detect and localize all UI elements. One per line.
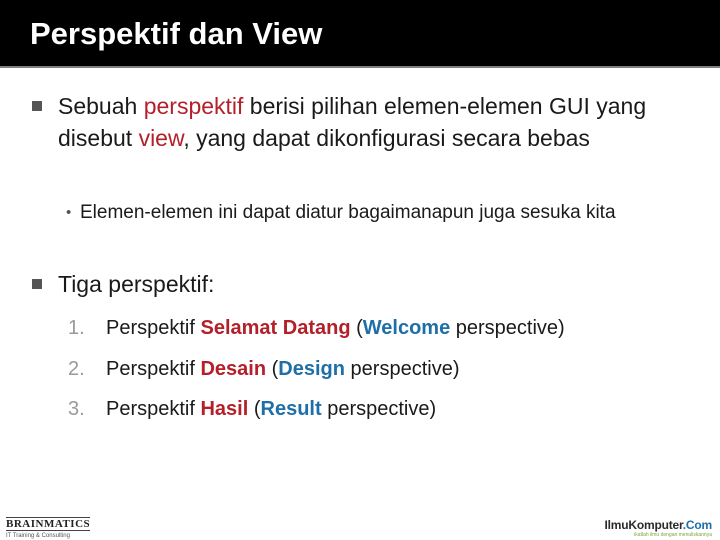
bullet-text <box>58 90 698 154</box>
brainmatics-logo <box>6 514 91 539</box>
item-number: 2. <box>68 358 85 380</box>
ilmukomputer-logo-tagline: ikatlah ilmu dengan menuliskannya <box>634 532 712 538</box>
ilmukomputer-logo-domain: .Com <box>682 518 712 532</box>
brainmatics-logo-tagline: IT Training & Consulting <box>6 533 70 539</box>
term-blue: Result <box>260 398 322 420</box>
square-bullet-icon <box>32 101 42 111</box>
title-bar <box>0 0 720 66</box>
item-number: 1. <box>68 317 85 339</box>
term-view: view <box>138 125 184 151</box>
text-run: perspective) <box>321 398 437 420</box>
text-run: ( <box>248 398 261 420</box>
ilmukomputer-logo-word: IlmuKomputer <box>604 518 683 532</box>
term-blue: Welcome <box>362 317 451 339</box>
ilmukomputer-logo-name <box>605 518 712 532</box>
slide-title: Perspektif dan View <box>30 16 323 51</box>
bullet-text: Tiga perspektif: <box>58 271 215 297</box>
brainmatics-logo-word: BRAINMATICS <box>6 518 91 530</box>
list-item <box>68 356 459 382</box>
sub-bullet <box>66 200 660 226</box>
text-run: Sebuah <box>58 93 144 119</box>
dot-bullet-icon: • <box>66 204 72 221</box>
list-item <box>68 315 565 341</box>
term-perspektif: perspektif <box>143 93 244 119</box>
text-run: ( <box>266 358 279 380</box>
text-run: , yang dapat dikonfigurasi secara bebas <box>183 125 590 151</box>
term-red: Selamat Datang <box>200 317 351 339</box>
square-bullet-icon <box>32 279 42 289</box>
text-run: Perspektif <box>106 398 201 420</box>
term-red: Hasil <box>200 398 249 420</box>
text-run: Perspektif <box>106 358 201 380</box>
title-divider <box>0 66 720 68</box>
ilmukomputer-logo <box>605 518 712 538</box>
text-run: Perspektif <box>106 317 201 339</box>
text-run: berisi pilihan elemen-elemen GUI yang disebut <box>58 93 647 151</box>
item-number: 3. <box>68 398 85 420</box>
term-red: Desain <box>200 358 267 380</box>
text-run: perspective) <box>344 358 460 380</box>
bullet-tiga-perspektif <box>32 268 698 300</box>
term-blue: Design <box>278 358 345 380</box>
text-run: ( <box>350 317 363 339</box>
bullet-perspektif-definition <box>32 90 698 154</box>
list-item <box>68 396 436 422</box>
text-run: perspective) <box>450 317 565 339</box>
sub-bullet-text: Elemen-elemen ini dapat diatur bagaimanapun juga sesuka kita <box>80 202 616 223</box>
